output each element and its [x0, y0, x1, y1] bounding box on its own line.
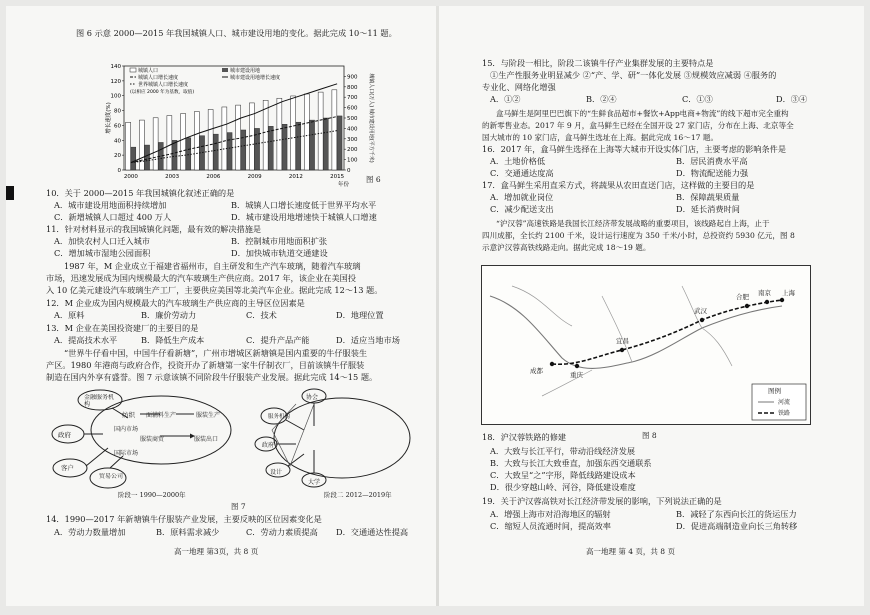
- bar-construction-land: [323, 118, 328, 170]
- bar-construction-land: [282, 124, 287, 170]
- q18-option-d[interactable]: D．很少穿越山岭、河谷，降低建设难度: [490, 482, 636, 492]
- stage1-trade-company: 贸易公司: [99, 473, 123, 480]
- legend-railway: 铁路: [778, 410, 791, 417]
- city-chongqing: 重庆: [570, 371, 583, 379]
- q17-option-d[interactable]: D．延长消费时间: [676, 204, 740, 214]
- q12-option-d[interactable]: D．地理位置: [336, 310, 384, 320]
- q15-option-b[interactable]: B．②④: [586, 94, 617, 104]
- bar-urban-population: [222, 107, 227, 170]
- city-chengdu: 成都: [530, 367, 543, 375]
- passage-xintang-line3: 制造在国内外享有盛誉。图 7 示意该镇不同阶段牛仔服装产业发展。据此完成 14～15 题。: [46, 372, 378, 382]
- stage2-service: 服务机构: [268, 414, 291, 420]
- figure-7-caption: 图 7: [231, 502, 246, 511]
- q11-option-a[interactable]: A．加快农村人口迁入城市: [54, 236, 150, 246]
- q18-option-b[interactable]: B．大致与长江大致垂直，加强东西交通联系: [490, 458, 652, 468]
- y-right-tick-label: 500: [347, 116, 358, 122]
- q19-option-c[interactable]: C．缩短人员流通时间，提高效率: [490, 521, 611, 531]
- q18-option-c[interactable]: C．大致呈“之”字形，降低线路建设成本: [490, 470, 636, 480]
- bar-urban-population: [139, 120, 144, 170]
- passage-m-line1: 1987 年，M 企业成立于福建省福州市，自主研发和生产汽车玻璃，随着汽车玻璃: [64, 261, 361, 271]
- passage-m-line3: 入 10 亿美元建设汽车玻璃生产工厂，主要供应美国等北美汽车企业。据此完成 12～13 题。: [46, 285, 383, 295]
- stage1-intl-market: 国际市场: [114, 450, 139, 457]
- q15-stem: 15．与阶段一相比，阶段二该镇牛仔产业集群发展的主要特点是: [482, 58, 714, 68]
- legend-note: (以相应 2000 年为基数，取值): [130, 90, 195, 95]
- y-right-tick-label: 0: [347, 168, 351, 174]
- bar-urban-population: [181, 114, 186, 170]
- q19-stem: 19．关于沪汉蓉高铁对长江经济带发展的影响，下列说法正确的是: [482, 496, 722, 506]
- bar-construction-land: [131, 147, 136, 170]
- bar-construction-land: [145, 145, 150, 170]
- passage-xintang-line2: 产区。1980 年港商与政府合作，投资开办了新塘第一家牛仔制衣厂，目前该镇牛仔服装: [46, 360, 365, 370]
- y-left-tick-label: 120: [110, 78, 121, 85]
- stage1-government: 政府: [58, 431, 71, 439]
- bar-urban-population: [332, 90, 337, 170]
- q16-option-c[interactable]: C．交通通达度高: [490, 168, 554, 178]
- q16-option-a[interactable]: A．土地价格低: [490, 156, 546, 166]
- city-shanghai: 上海: [782, 289, 795, 297]
- bar-urban-population: [291, 96, 296, 170]
- q19-option-b[interactable]: B．减轻了东西向长江的货运压力: [676, 509, 797, 519]
- y-right-axis-label: 城镇人口(万人) 城市建设用地(平方千米): [368, 73, 374, 163]
- intro-text: 图 6 示意 2000—2015 年我国城镇人口、城市建设用地的变化。据此完成 10～11 题。: [76, 28, 397, 38]
- city-nanjing: 南京: [758, 289, 771, 297]
- page-3-footer: 高一地理 第3页，共 8 页: [174, 547, 259, 556]
- figure-6-caption: 图 6: [366, 175, 381, 184]
- q19-option-d[interactable]: D．促进高端制造业向长三角转移: [676, 521, 798, 531]
- y-right-tick-label: 400: [347, 126, 358, 133]
- q19-option-a[interactable]: A．增强上海市对沿海地区的辐射: [490, 509, 611, 519]
- legend-swatch-pop: [130, 68, 136, 72]
- q14-option-c[interactable]: C．劳动力素质提高: [246, 527, 318, 537]
- bar-construction-land: [268, 126, 273, 170]
- stage1-finance: 金融服务机构: [84, 394, 114, 408]
- bar-construction-land: [172, 140, 177, 170]
- y-left-tick-label: 80: [114, 108, 121, 115]
- stage1-customer: 客户: [61, 464, 74, 472]
- figure-8-caption: 图 8: [642, 431, 657, 440]
- q16-stem: 16．2017 年，盒马鲜生选择在上海等大城市开设实体门店，主要考虑的影响条件是: [482, 144, 787, 154]
- figure-6-chart: [102, 58, 382, 188]
- bar-urban-population: [318, 92, 323, 170]
- legend-label: 城镇人口: [138, 68, 159, 74]
- q15-statements-line2: 专业化、网络化增强: [482, 82, 556, 92]
- legend-label: 城镇人口增长速度: [138, 75, 179, 81]
- q14-option-b[interactable]: B．原料需求减少: [156, 527, 220, 537]
- y-left-tick-label: 0: [117, 168, 121, 174]
- exam-sheet: [6, 6, 864, 606]
- bar-construction-land: [241, 130, 246, 170]
- passage-hema-line3: 国大城市的 10 家门店，盒马鲜生选址在上海。据此完成 16～17 题。: [482, 133, 719, 142]
- passage-hema-line1: 盒马鲜生是阿里巴巴旗下的“生鲜食品超市+餐饮+App电商+物流”的线下超市完全重构: [496, 109, 789, 118]
- y-left-tick-label: 40: [114, 138, 121, 145]
- y-right-tick-label: 300: [347, 136, 358, 143]
- q12-option-c[interactable]: C．技术: [246, 310, 277, 320]
- y-left-axis-label: 增长速度(%): [106, 102, 112, 134]
- y-right-tick-label: 200: [347, 147, 358, 154]
- bar-construction-land: [310, 120, 315, 170]
- q10-option-c[interactable]: C．新增城镇人口超过 400 万人: [54, 212, 172, 222]
- passage-rail-line3: 示意沪汉蓉高铁线路走向。据此完成 18～19 题。: [482, 243, 651, 252]
- stage2-government: 政府: [262, 442, 275, 449]
- legend-label: 城市建设用地增长速度: [230, 75, 281, 81]
- bar-construction-land: [186, 138, 191, 170]
- q14-option-a[interactable]: A．劳动力数量增加: [54, 527, 126, 537]
- bar-urban-population: [304, 94, 309, 170]
- y-right-tick-label: 600: [347, 105, 358, 112]
- q10-option-b[interactable]: B．城镇人口增长速度低于世界平均水平: [231, 200, 377, 210]
- passage-xintang-line1: “世界牛仔看中国，中国牛仔看新塘”，广州市增城区新塘镇是国内重要的牛仔服装生: [64, 348, 368, 358]
- bar-construction-land: [337, 116, 342, 170]
- legend-river: 河流: [778, 399, 791, 406]
- x-tick-label: 2000: [123, 174, 138, 180]
- q13-option-c[interactable]: C．提升产品产能: [246, 335, 310, 345]
- x-axis-label: 年份: [338, 182, 350, 188]
- city-hefei: 合肥: [736, 293, 749, 301]
- q15-option-c[interactable]: C．①③: [682, 94, 713, 104]
- passage-hema-line2: 的新零售业态。2017 年 9 月，盒马鲜生已经在全国开设 27 家门店，分布在上海、北京等全: [482, 121, 794, 130]
- legend-label: 世界城镇人口增长速度: [138, 82, 189, 88]
- x-tick-label: 2006: [206, 174, 221, 180]
- bar-urban-population: [277, 98, 282, 170]
- q15-statements-line1: ①生产性服务业明显减少 ②“产、学、研”一体化发展 ③规模效应减弱 ④服务的: [490, 70, 777, 80]
- city-yichang: 宜昌: [616, 337, 629, 345]
- bar-construction-land: [296, 122, 301, 170]
- q15-option-a[interactable]: A．①②: [490, 94, 521, 104]
- q15-option-d[interactable]: D．③④: [776, 94, 808, 104]
- city-wuhan: 武汉: [694, 307, 707, 315]
- bar-urban-population: [263, 100, 268, 170]
- q16-option-b[interactable]: B．居民消费水平高: [676, 156, 748, 166]
- q10-option-d[interactable]: D．城市建设用地增速快于城镇人口增速: [231, 212, 377, 222]
- q11-option-d[interactable]: D．加快城市轨道交通建设: [231, 248, 328, 258]
- y-left-tick-label: 60: [114, 123, 121, 130]
- passage-rail-line2: 四川成都，全长约 2100 千米，设计运行速度为 350 千米/小时，总投资约 5930 亿元，图 8: [482, 231, 795, 240]
- q12-option-b[interactable]: B．廉价劳动力: [141, 310, 197, 320]
- q13-option-a[interactable]: A．提高技术水平: [54, 335, 118, 345]
- legend-label: 城市建设用地: [230, 68, 261, 74]
- q13-option-d[interactable]: D．适应当地市场: [336, 335, 400, 345]
- q18-option-a[interactable]: A．大致与长江平行，带动沿线经济发展: [490, 446, 636, 456]
- q12-option-a[interactable]: A．原料: [54, 310, 85, 320]
- stage1-export: 服装出口: [194, 436, 219, 443]
- y-right-tick-label: 100: [347, 157, 358, 164]
- q14-option-d[interactable]: D．交通通达性提高: [336, 527, 409, 537]
- x-tick-label: 2003: [165, 174, 180, 180]
- figure-8-map: [481, 265, 811, 425]
- y-right-tick-label: 700: [347, 95, 358, 102]
- passage-rail-line1: “沪汉蓉”高速铁路是我国长江经济带发展战略的重要项目，该线路起自上海，止于: [496, 219, 770, 228]
- passage-m-line2: 市场，迅速发展成为国内规模最大的汽车玻璃生产供应商。2017 年，该企业在美国投: [46, 273, 357, 283]
- bar-construction-land: [213, 134, 218, 170]
- legend-swatch-land: [222, 68, 228, 72]
- x-tick-label: 2009: [247, 174, 262, 180]
- bar-urban-population: [208, 109, 213, 170]
- y-left-tick-label: 100: [110, 93, 121, 100]
- q18-stem: 18．沪汉蓉铁路的修建: [482, 432, 567, 442]
- stage1-trade: 服装商贸: [140, 436, 165, 443]
- q11-option-c[interactable]: C．增加城市湿地公园面积: [54, 248, 151, 258]
- bar-urban-population: [167, 116, 172, 170]
- y-left-tick-label: 20: [114, 153, 121, 160]
- q10-option-a[interactable]: A．城市建设用地面积持续增加: [54, 200, 167, 210]
- page-4-footer: 高一地理 第 4 页，共 8 页: [586, 547, 675, 556]
- y-right-tick-label: 800: [347, 84, 358, 91]
- registration-mark: [6, 186, 14, 200]
- q11-option-b[interactable]: B．控制城市用地面积扩张: [231, 236, 328, 246]
- q13-stem: 13．M 企业在美国投资建厂的主要目的是: [46, 323, 199, 333]
- q17-option-c[interactable]: C．减少配送支出: [490, 204, 554, 214]
- q16-option-d[interactable]: D．物流配送能力强: [676, 168, 749, 178]
- bar-urban-population: [153, 118, 158, 170]
- q13-option-b[interactable]: B．降低生产成本: [141, 335, 205, 345]
- q12-stem: 12．M 企业成为国内规模最大的汽车玻璃生产供应商的主导区位因素是: [46, 298, 305, 308]
- page-fold: [436, 6, 439, 606]
- y-right-tick-label: 900: [347, 74, 358, 81]
- bar-urban-population: [126, 122, 131, 170]
- q17-option-b[interactable]: B．保障蔬果质量: [676, 192, 740, 202]
- stage1-aux-material: 面辅料生产: [146, 412, 177, 419]
- stage2-university: 大学: [308, 479, 321, 486]
- stage1-textile: 纺织: [122, 411, 135, 419]
- legend-title: 图例: [768, 387, 781, 395]
- q17-stem: 17．盒马鲜生采用直采方式，将蔬果从农田直送门店，这样做的主要目的是: [482, 180, 755, 190]
- stage2-caption: 阶段二 2012—2019年: [324, 491, 392, 499]
- q17-option-a[interactable]: A．增加就业岗位: [490, 192, 554, 202]
- q10-stem: 10．关于 2000—2015 年我国城镇化叙述正确的是: [46, 188, 235, 198]
- x-tick-label: 2012: [288, 174, 303, 180]
- bar-urban-population: [236, 105, 241, 170]
- q11-stem: 11．针对材料显示的我国城镇化问题，最有效的解决措施是: [46, 224, 262, 234]
- stage1-caption: 阶段一 1990—2000年: [118, 491, 186, 499]
- bar-construction-land: [227, 133, 232, 170]
- stage2-design: 设计: [270, 469, 283, 476]
- bar-urban-population: [194, 112, 199, 170]
- q14-stem: 14．1990—2017 年新塘镇牛仔服装产业发展，主要反映的区位因素变化是: [46, 514, 322, 524]
- stage1-domestic-market: 国内市场: [114, 426, 139, 433]
- y-left-tick-label: 140: [110, 64, 121, 70]
- x-tick-label: 2015: [330, 174, 345, 180]
- stage1-garment: 服装生产: [196, 412, 221, 419]
- stage2-association: 协会: [306, 394, 319, 401]
